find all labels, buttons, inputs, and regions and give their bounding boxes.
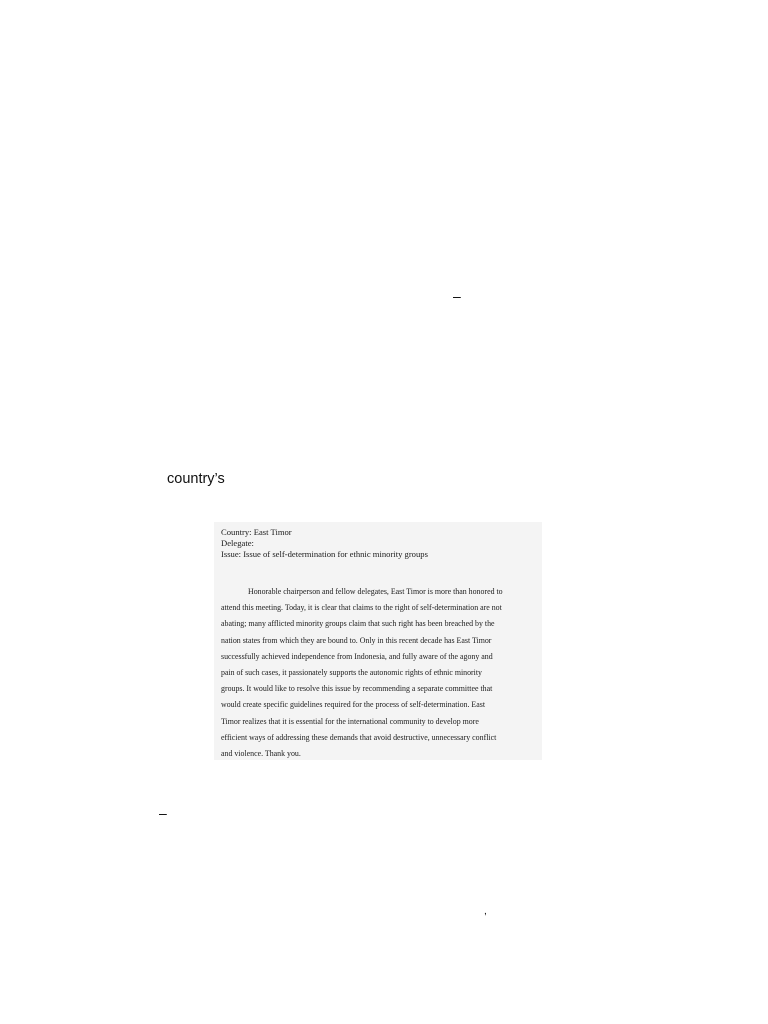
stray-comma-mark: ,	[484, 906, 487, 917]
speech-line: Timor realizes that it is essential for the international community to develop more	[221, 716, 479, 726]
scanned-speech-image	[214, 522, 542, 760]
stray-dash-mark: –	[159, 805, 167, 821]
issue-line: Issue: Issue of self-determination for ethnic minority groups	[221, 549, 428, 559]
speech-line: would create specific guidelines required for the process of self-determination. East	[221, 700, 486, 710]
delegate-line: Delegate:	[221, 538, 254, 548]
speech-header	[221, 527, 428, 560]
speech-line: groups. It would like to resolve this issue by recommending a separate committee that	[221, 684, 493, 694]
speech-line: attend this meeting. Today, it is clear that claims to the right of self-determination are not	[221, 603, 502, 613]
country-line: Country: East Timor	[221, 527, 292, 537]
speech-body	[221, 584, 542, 762]
speech-line: abating; many afflicted minority groups claim that such right has been breached by the	[221, 619, 495, 629]
speech-line: Honorable chairperson and fellow delegates, East Timor is more than honored to	[248, 587, 503, 596]
speech-line: pain of such cases, it passionately supports the autonomic rights of ethnic minority	[221, 668, 482, 678]
speech-line: efficient ways of addressing these demands that avoid destructive, unnecessary conflict	[221, 732, 497, 742]
speech-line: nation states from which they are bound to. Only in this recent decade has East Timor	[221, 635, 492, 645]
word-fragment-countrys: country’s	[167, 471, 225, 487]
speech-line: and violence. Thank you.	[221, 749, 301, 759]
stray-dash-mark: –	[453, 288, 461, 304]
speech-line: successfully achieved independence from Indonesia, and fully aware of the agony and	[221, 651, 493, 661]
